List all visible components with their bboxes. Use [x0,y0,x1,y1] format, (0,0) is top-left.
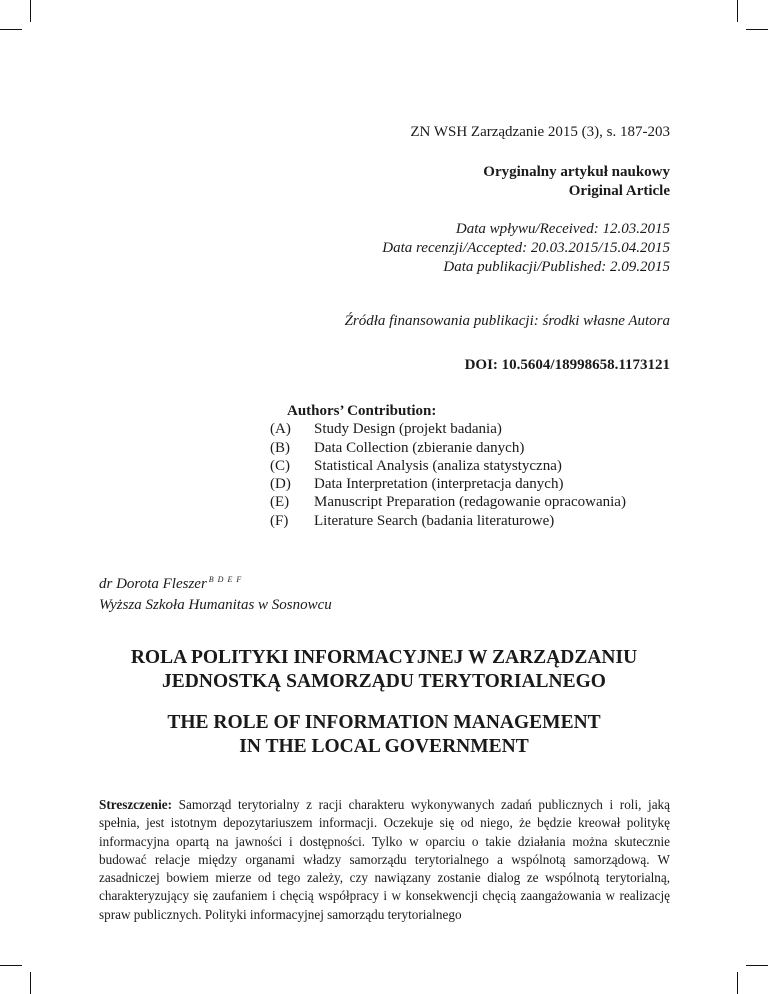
contribution-item [270,457,626,475]
author-affiliation: Wyższa Szkoła Humanitas w Sosnowcu [99,597,332,613]
abstract-label: Streszczenie: [99,797,172,812]
crop-mark-bottom-left [30,972,31,994]
contribution-letter: (D) [270,476,291,493]
abstract-text: Samorząd terytorialny z racji charakteru wykonywanych zadań publicznych i roli, jaką spełnia, jest istotnym depozytariuszem informacji. Oczekuje się od niego, że będzie kreował politykę informacyjna opartą na jawności i dostępności. Tylko w oparciu o takie działania można skutecznie budować relacje między organami władzy samorządu terytorialnego a wspólnotą samorządową. W zasadniczej bowiem mierze od tego zależy, czy nawiązany zostanie dialog ze wspólnotą terytorialną, charakteryzujący się zaufaniem i chęcią współpracy i w konsekwencji chęcią zaangażowania w realizację spraw publicznych. Polityki informacyjnej samorządu terytorialnego [99,797,670,922]
title-polish [99,646,669,694]
article-type-en: Original Article [568,183,670,199]
title-pl-line-1: ROLA POLITYKI INFORMACYJNEJ W ZARZĄDZANIU [130,647,638,668]
authors-contribution [270,402,626,530]
crop-mark-bottom-left-h [0,965,22,966]
crop-mark-top-left [30,0,31,22]
article-type [483,163,670,201]
contribution-item [270,493,626,511]
doi: DOI: 10.5604/18998658.1173121 [464,357,670,373]
contribution-item [270,475,626,493]
title-en-line-2: IN THE LOCAL GOVERNMENT [239,736,529,757]
contribution-text: Data Collection (zbieranie danych) [314,439,525,456]
article-dates [382,220,670,277]
contribution-letter: (B) [270,439,290,456]
journal-reference: ZN WSH Zarządzanie 2015 (3), s. 187-203 [410,124,670,140]
contribution-text: Study Design (projekt badania) [314,421,502,438]
contribution-letter: (C) [270,457,290,474]
author-name: dr Dorota Fleszer [99,576,207,592]
author-line [99,569,332,595]
funding-source: Źródła finansowania publikacji: środki własne Autora [344,313,670,329]
contribution-text: Statistical Analysis (analiza statystyczna) [314,457,562,474]
author-roles: B D E F [208,575,243,584]
contribution-title: Authors’ Contribution: [287,403,437,419]
contribution-item [270,512,626,530]
date-published: Data publikacji/Published: 2.09.2015 [443,259,670,275]
crop-mark-bottom-right-h [746,965,768,966]
crop-mark-top-right [737,0,738,22]
author-block [99,569,332,616]
date-accepted: Data recenzji/Accepted: 20.03.2015/15.04.2015 [382,240,670,256]
date-received: Data wpływu/Received: 12.03.2015 [455,221,670,237]
title-en-line-1: THE ROLE OF INFORMATION MANAGEMENT [167,712,601,733]
contribution-item [270,420,626,438]
contribution-text: Data Interpretation (interpretacja danych) [314,476,564,493]
contribution-text: Manuscript Preparation (redagowanie opracowania) [314,494,626,511]
title-pl-line-2: JEDNOSTKĄ SAMORZĄDU TERYTORIALNEGO [162,671,606,692]
contribution-item [270,439,626,457]
title-english [99,711,669,759]
contribution-letter: (A) [270,421,291,438]
article-type-pl: Oryginalny artykuł naukowy [483,164,670,180]
abstract [99,796,670,924]
contribution-letter: (F) [270,512,289,529]
contribution-letter: (E) [270,494,290,511]
crop-mark-bottom-right [737,972,738,994]
contribution-text: Literature Search (badania literaturowe) [314,512,555,529]
crop-mark-top-left-h [0,29,22,30]
crop-mark-top-right-h [746,29,768,30]
